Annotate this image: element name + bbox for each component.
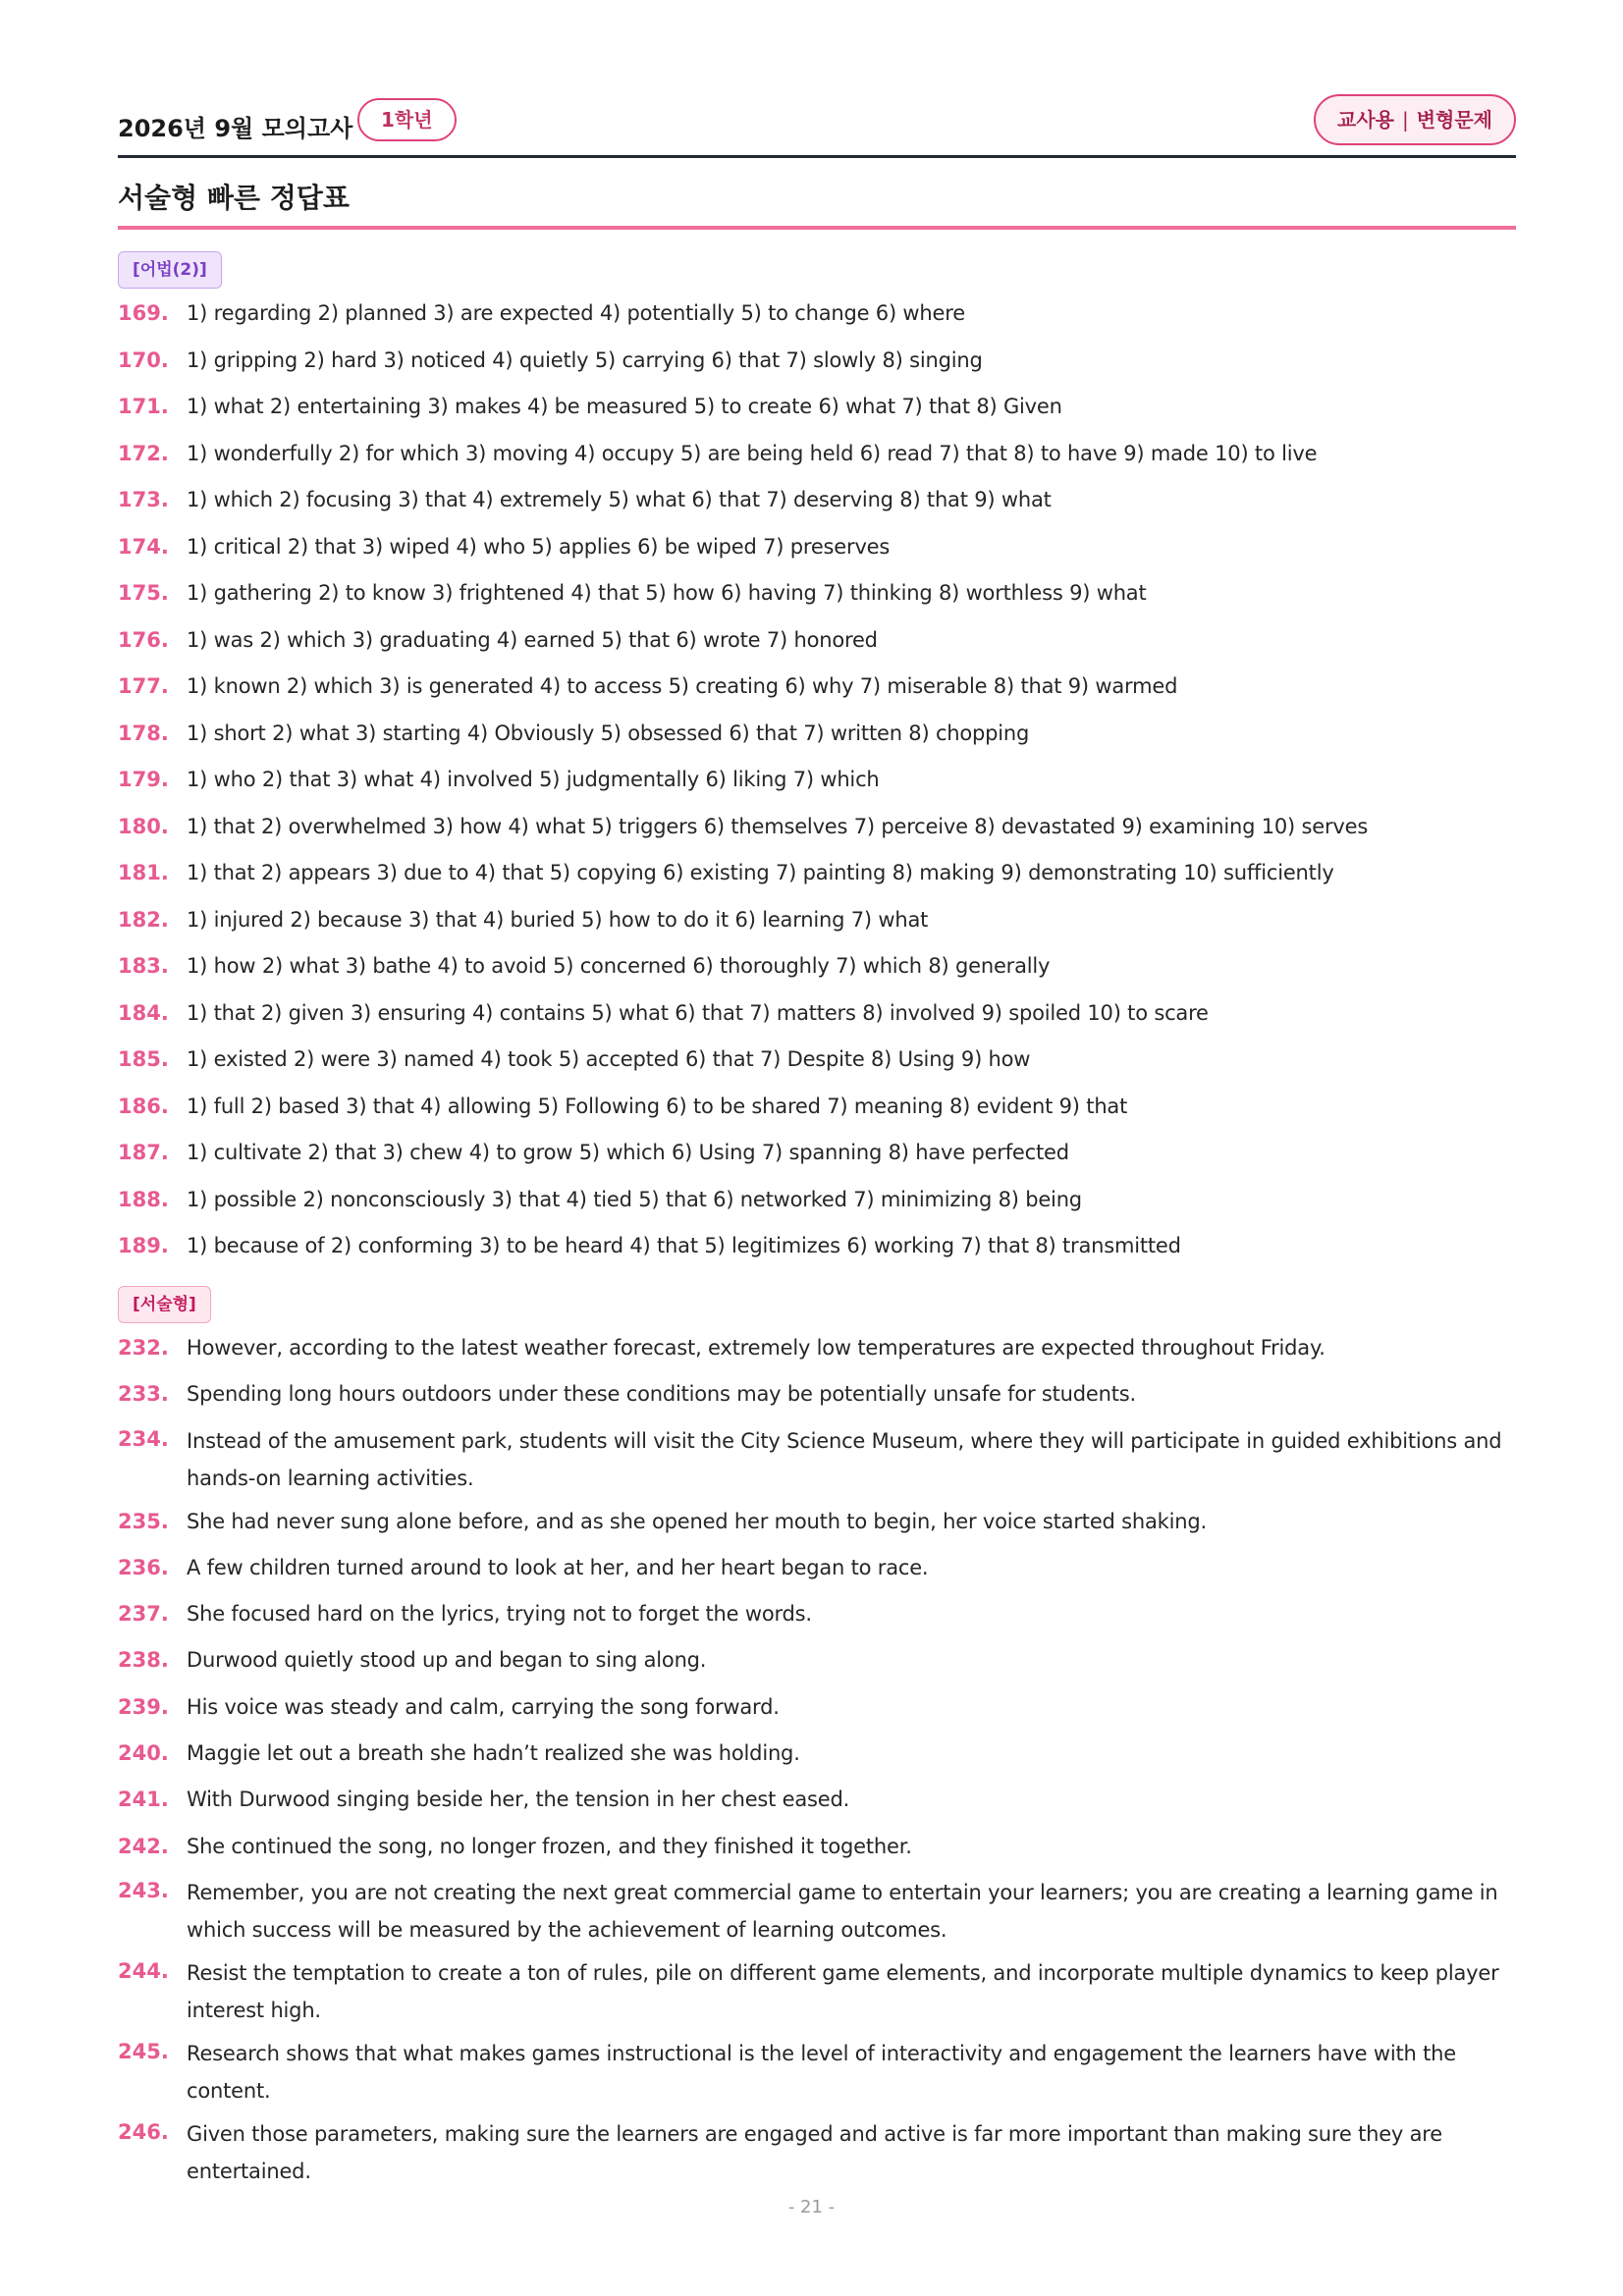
grammar-item-answer: 1) that 2) overwhelmed 3) how 4) what 5) triggers 6) themselves 7) perceive 8) devastated 9) examining 10) serves <box>187 814 1369 838</box>
grammar-item-number: 178. <box>118 721 169 745</box>
grammar-section <box>118 251 1516 1276</box>
essay-item <box>118 1830 1516 1876</box>
grammar-item <box>118 856 1516 903</box>
grammar-item <box>118 717 1516 764</box>
essay-item <box>118 1377 1516 1423</box>
essay-item-number: 240. <box>118 1741 169 1766</box>
essay-item-number: 246. <box>118 2119 169 2144</box>
grammar-item <box>118 483 1516 530</box>
teacher-badge <box>1314 94 1516 145</box>
essay-item-answer: She had never sung alone before, and as she opened her mouth to begin, her voice started shaking. <box>187 1509 1207 1533</box>
badge-teacher-label: 교사용 <box>1337 108 1394 132</box>
grammar-item-number: 176. <box>118 627 169 652</box>
grammar-item <box>118 296 1516 344</box>
grammar-item <box>118 623 1516 670</box>
grammar-item-answer: 1) short 2) what 3) starting 4) Obviously 5) obsessed 6) that 7) written 8) chopping <box>187 721 1030 745</box>
grammar-item <box>118 1090 1516 1137</box>
essay-item-answer: She continued the song, no longer frozen, and they finished it together. <box>187 1834 912 1858</box>
essay-tag: [서술형] <box>118 1286 211 1323</box>
essay-item <box>118 1954 1516 2037</box>
grammar-item <box>118 1229 1516 1276</box>
grammar-item <box>118 1136 1516 1183</box>
grammar-item-answer: 1) because of 2) conforming 3) to be heard 4) that 5) legitimizes 6) working 7) that 8) transmitted <box>187 1234 1181 1257</box>
grammar-item-number: 181. <box>118 861 169 884</box>
grammar-item <box>118 669 1516 717</box>
grammar-item-number: 174. <box>118 534 169 559</box>
essay-item-answer: Remember, you are not creating the next great commercial game to entertain your learners; you are creating a learning game in which success will be measured by the achievement of learning outcomes. <box>187 1880 1498 1942</box>
grammar-item <box>118 949 1516 996</box>
essay-item-number: 245. <box>118 2039 169 2063</box>
grammar-item-number: 175. <box>118 581 169 605</box>
grammar-item-answer: 1) injured 2) because 3) that 4) buried 5) how to do it 6) learning 7) what <box>187 907 929 932</box>
essay-item-answer: His voice was steady and calm, carrying the song forward. <box>187 1694 780 1719</box>
essay-item-number: 237. <box>118 1602 169 1627</box>
badge-separator: | <box>1401 108 1409 132</box>
essay-item-answer: She focused hard on the lyrics, trying not to forget the words. <box>187 1602 812 1627</box>
essay-item <box>118 1643 1516 1689</box>
essay-item-number: 242. <box>118 1834 169 1858</box>
essay-item <box>118 1690 1516 1736</box>
essay-item-answer: Instead of the amusement park, students will visit the City Science Museum, where they will participate in guided exhibitions and hands-on learning activities. <box>187 1428 1502 1490</box>
grammar-item-number: 173. <box>118 488 169 511</box>
grammar-item-answer: 1) gathering 2) to know 3) frightened 4) that 5) how 6) having 7) thinking 8) worthless 9) what <box>187 581 1147 605</box>
grammar-item-number: 182. <box>118 907 169 932</box>
essay-item-answer: A few children turned around to look at her, and her heart began to race. <box>187 1555 929 1579</box>
essay-item-number: 239. <box>118 1694 169 1719</box>
essay-item <box>118 1597 1516 1643</box>
page-header <box>118 94 1516 151</box>
grammar-item-number: 189. <box>118 1234 169 1257</box>
grammar-item-answer: 1) wonderfully 2) for which 3) moving 4) occupy 5) are being held 6) read 7) that 8) to have 9) made 10) to live <box>187 441 1318 465</box>
grammar-item-answer: 1) was 2) which 3) graduating 4) earned 5) that 6) wrote 7) honored <box>187 627 878 652</box>
essay-item-number: 244. <box>118 1958 169 1983</box>
grammar-item-number: 186. <box>118 1094 169 1118</box>
grammar-item-answer: 1) what 2) entertaining 3) makes 4) be measured 5) to create 6) what 7) that 8) Given <box>187 395 1062 418</box>
essay-item <box>118 1422 1516 1505</box>
essay-list <box>118 1331 1516 2198</box>
grammar-item-answer: 1) gripping 2) hard 3) noticed 4) quietly 5) carrying 6) that 7) slowly 8) singing <box>187 347 983 372</box>
essay-item-number: 241. <box>118 1788 169 1812</box>
grammar-item <box>118 810 1516 857</box>
essay-section <box>118 1286 1516 2198</box>
grammar-item-number: 187. <box>118 1141 169 1164</box>
grammar-item-number: 172. <box>118 441 169 465</box>
essay-item <box>118 2035 1516 2117</box>
grammar-item <box>118 437 1516 484</box>
grammar-item <box>118 763 1516 810</box>
essay-item <box>118 1736 1516 1783</box>
grammar-item-answer: 1) existed 2) were 3) named 4) took 5) accepted 6) that 7) Despite 8) Using 9) how <box>187 1047 1031 1071</box>
grammar-item-answer: 1) critical 2) that 3) wiped 4) who 5) applies 6) be wiped 7) preserves <box>187 534 891 559</box>
essay-item <box>118 1331 1516 1377</box>
essay-item-answer: Given those parameters, making sure the learners are engaged and active is far more important than making sure they are entertained. <box>187 2121 1442 2183</box>
essay-item <box>118 1505 1516 1551</box>
grammar-item <box>118 903 1516 950</box>
grammar-item-answer: 1) that 2) appears 3) due to 4) that 5) copying 6) existing 7) painting 8) making 9) demonstrating 10) sufficiently <box>187 861 1334 884</box>
grammar-item <box>118 344 1516 391</box>
essay-item-number: 236. <box>118 1555 169 1579</box>
grammar-item <box>118 390 1516 437</box>
grammar-item-number: 180. <box>118 814 169 838</box>
header-divider <box>118 155 1516 158</box>
essay-item-answer: However, according to the latest weather forecast, extremely low temperatures are expected throughout Friday. <box>187 1336 1325 1360</box>
essay-item <box>118 1874 1516 1956</box>
grammar-item-number: 185. <box>118 1047 169 1071</box>
page-number: - 21 - <box>787 2197 836 2217</box>
essay-item-answer: With Durwood singing beside her, the tension in her chest eased. <box>187 1788 850 1812</box>
grammar-item <box>118 1042 1516 1090</box>
grammar-item-answer: 1) regarding 2) planned 3) are expected 4) potentially 5) to change 6) where <box>187 301 965 325</box>
exam-title: 2026년 9월 모의고사 <box>118 115 353 142</box>
essay-item <box>118 1551 1516 1597</box>
essay-item <box>118 1783 1516 1829</box>
essay-item <box>118 2115 1516 2198</box>
grammar-item-answer: 1) who 2) that 3) what 4) involved 5) judgmentally 6) liking 7) which <box>187 768 880 791</box>
grammar-item-answer: 1) known 2) which 3) is generated 4) to access 5) creating 6) why 7) miserable 8) that 9) warmed <box>187 674 1178 698</box>
grammar-tag: [어법(2)] <box>118 251 222 289</box>
essay-item-number: 238. <box>118 1648 169 1673</box>
grammar-item-answer: 1) possible 2) nonconsciously 3) that 4) tied 5) that 6) networked 7) minimizing 8) being <box>187 1187 1082 1211</box>
grammar-item-answer: 1) how 2) what 3) bathe 4) to avoid 5) concerned 6) thoroughly 7) which 8) generally <box>187 954 1051 978</box>
grammar-item-number: 179. <box>118 768 169 791</box>
grammar-item-number: 188. <box>118 1187 169 1211</box>
section-divider <box>118 226 1516 230</box>
grammar-item <box>118 576 1516 623</box>
essay-item-answer: Research shows that what makes games instructional is the level of interactivity and engagement the learners have with the content. <box>187 2041 1456 2103</box>
grammar-item <box>118 530 1516 577</box>
grammar-list <box>118 296 1516 1276</box>
badge-variant-label: 변형문제 <box>1416 108 1492 132</box>
grammar-item-number: 169. <box>118 301 169 325</box>
essay-item-answer: Maggie let out a breath she hadn’t realized she was holding. <box>187 1741 800 1766</box>
grammar-item <box>118 996 1516 1043</box>
grammar-item-number: 183. <box>118 954 169 978</box>
grammar-item-answer: 1) that 2) given 3) ensuring 4) contains 5) what 6) that 7) matters 8) involved 9) spoiled 10) to scare <box>187 1000 1209 1025</box>
essay-item-number: 234. <box>118 1426 169 1451</box>
answer-page <box>118 94 1516 2183</box>
essay-item-number: 233. <box>118 1382 169 1407</box>
essay-item-number: 232. <box>118 1336 169 1360</box>
grammar-item-answer: 1) which 2) focusing 3) that 4) extremely 5) what 6) that 7) deserving 8) that 9) what <box>187 488 1052 511</box>
grammar-item-number: 171. <box>118 395 169 418</box>
grammar-item <box>118 1183 1516 1230</box>
grammar-item-number: 170. <box>118 347 169 372</box>
grammar-item-number: 184. <box>118 1000 169 1025</box>
essay-item-answer: Resist the temptation to create a ton of rules, pile on different game elements, and incorporate multiple dynamics to keep player interest high. <box>187 1960 1499 2022</box>
grammar-item-answer: 1) cultivate 2) that 3) chew 4) to grow 5) which 6) Using 7) spanning 8) have perfected <box>187 1141 1069 1164</box>
essay-item-number: 243. <box>118 1878 169 1902</box>
section-title: 서술형 빠른 정답표 <box>118 182 350 214</box>
essay-item-answer: Durwood quietly stood up and began to sing along. <box>187 1648 707 1673</box>
essay-item-number: 235. <box>118 1509 169 1533</box>
grade-pill: 1학년 <box>357 98 457 141</box>
grammar-item-answer: 1) full 2) based 3) that 4) allowing 5) Following 6) to be shared 7) meaning 8) evident 9) that <box>187 1094 1128 1118</box>
grammar-item-number: 177. <box>118 674 169 698</box>
essay-item-answer: Spending long hours outdoors under these conditions may be potentially unsafe for students. <box>187 1382 1137 1407</box>
